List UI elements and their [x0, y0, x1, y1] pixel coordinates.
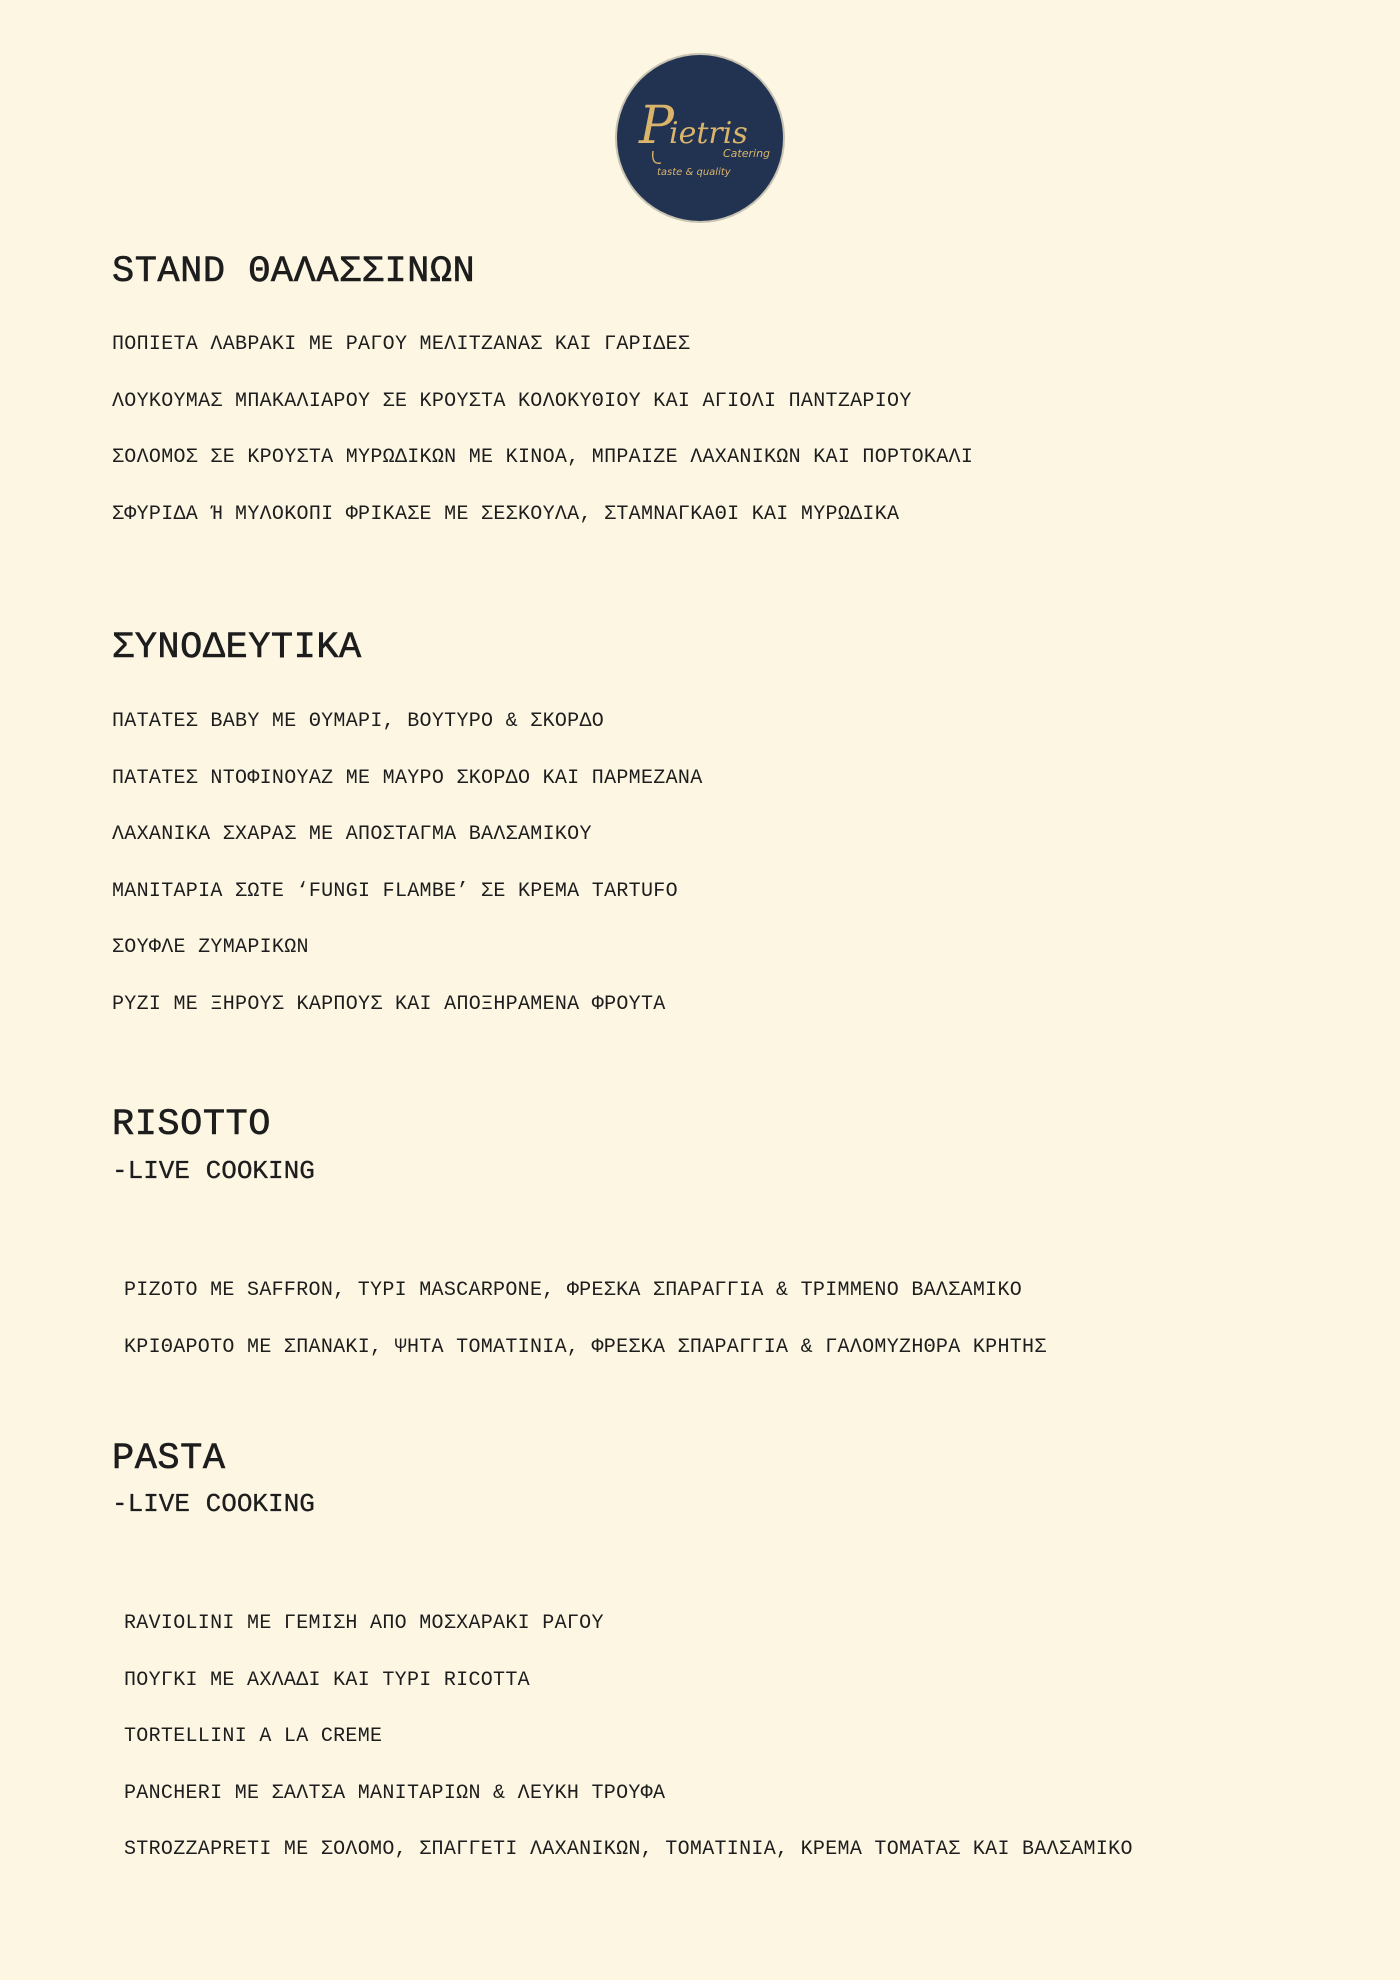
section-title-risotto: RISOTTO: [112, 1104, 271, 1146]
list-item: ΠΟΥΓΚΙ ΜΕ ΑΧΛΑΔΙ ΚΑΙ ΤΥΡΙ RICOTTA: [124, 1668, 530, 1692]
list-item: ΚΡΙΘΑΡΟΤΟ ΜΕ ΣΠΑΝΑΚΙ, ΨΗΤΑ ΤΟΜΑΤΙΝΙΑ, ΦΡΕΣΚΑ ΣΠΑΡΑΓΓΙΑ & ΓΑΛΟΜΥΖΗΘΡΑ ΚΡΗΤΗΣ: [124, 1335, 1047, 1359]
list-item: ΠΑΤΑΤΕΣ ΒΑΒΥ ΜΕ ΘΥΜΑΡΙ, ΒΟΥΤΥΡΟ & ΣΚΟΡΔΟ: [112, 710, 605, 733]
section-title-seafood: STAND ΘΑΛΑΣΣΙΝΩΝ: [112, 251, 476, 293]
logo-tagline: taste & quality: [657, 167, 731, 178]
logo-brand-initial: P: [639, 96, 674, 156]
list-item: PANCHERI ΜΕ ΣΑΛΤΣΑ ΜΑΝΙΤΑΡΙΩΝ & ΛΕΥΚΗ ΤΡΟΥΦΑ: [124, 1781, 666, 1805]
section-title-sides: ΣΥΝΟΔΕΥΤΙΚΑ: [112, 627, 362, 669]
section-title-pasta: PASTA: [112, 1438, 226, 1480]
section-subtitle-pasta: -LIVE COOKING: [112, 1489, 315, 1519]
list-item: ΠΟΠΙΕΤΑ ΛΑΒΡΑΚΙ ΜΕ ΡΑΓΟΥ ΜΕΛΙΤΖΑΝΑΣ ΚΑΙ ΓΑΡΙΔΕΣ: [112, 333, 691, 356]
list-item: ΠΑΤΑΤΕΣ ΝΤΟΦΙΝΟΥΑΖ ΜΕ ΜΑΥΡΟ ΣΚΟΡΔΟ ΚΑΙ ΠΑΡΜΕΖΑΝΑ: [112, 766, 703, 790]
list-item: ΡΥΖΙ ΜΕ ΞΗΡΟΥΣ ΚΑΡΠΟΥΣ ΚΑΙ ΑΠΟΞΗΡΑΜΕΝΑ ΦΡΟΥΤΑ: [112, 992, 666, 1016]
seafood-list: [112, 335, 973, 561]
list-item: ΣΟΛΟΜΟΣ ΣΕ ΚΡΟΥΣΤΑ ΜΥΡΩΔΙΚΩΝ ΜΕ ΚΙΝΟΑ, ΜΠΡΑΙΖΕ ΛΑΧΑΝΙΚΩΝ ΚΑΙ ΠΟΡΤΟΚΑΛΙ: [112, 446, 974, 469]
risotto-list: [124, 1281, 1047, 1394]
list-item: ΜΑΝΙΤΑΡΙΑ ΣΩΤΕ ‘FUNGI FLAMBE’ ΣΕ ΚΡΕΜΑ TARTUFO: [112, 879, 678, 903]
logo-brand-rest: ietris: [669, 116, 748, 151]
list-item: STROZZAPRETI ΜΕ ΣΟΛΟΜΟ, ΣΠΑΓΓΕΤΙ ΛΑΧΑΝΙΚΩΝ, ΤΟΜΑΤΙΝΙΑ, ΚΡΕΜΑ ΤΟΜΑΤΑΣ ΚΑΙ ΒΑΛΣΑΜΙΚΟ: [124, 1838, 1133, 1861]
list-item: ΣΟΥΦΛΕ ΖΥΜΑΡΙΚΩΝ: [112, 936, 309, 959]
list-item: ΣΦΥΡΙΔΑ Ή ΜΥΛΟΚΟΠΙ ΦΡΙΚΑΣΕ ΜΕ ΣΕΣΚΟΥΛΑ, ΣΤΑΜΝΑΓΚΑΘΙ ΚΑΙ ΜΥΡΩΔΙΚΑ: [112, 502, 900, 526]
list-item: RAVIOLINI ΜΕ ΓΕΜΙΣΗ ΑΠΟ ΜΟΣΧΑΡΑΚΙ ΡΑΓΟΥ: [124, 1612, 604, 1635]
list-item: ΛΑΧΑΝΙΚΑ ΣΧΑΡΑΣ ΜΕ ΑΠΟΣΤΑΓΜΑ ΒΑΛΣΑΜΙΚΟΥ: [112, 823, 592, 846]
logo: [617, 55, 783, 221]
list-item: ΛΟΥΚΟΥΜΑΣ ΜΠΑΚΑΛΙΑΡΟΥ ΣΕ ΚΡΟΥΣΤΑ ΚΟΛΟΚΥΘΙΟΥ ΚΑΙ ΑΓΙΟΛΙ ΠΑΝΤΖΑΡΙΟΥ: [112, 389, 912, 413]
pasta-list: [124, 1614, 1133, 1897]
logo-graphic: [617, 55, 783, 221]
list-item: TORTELLINI A LA CREME: [124, 1725, 383, 1748]
sides-list: [112, 712, 703, 1051]
list-item: ΡΙΖΟΤΟ ΜΕ SAFFRON, ΤΥΡΙ MASCARPONE, ΦΡΕΣΚΑ ΣΠΑΡΑΓΓΙΑ & ΤΡΙΜΜΕΝΟ ΒΑΛΣΑΜΙΚΟ: [124, 1279, 1023, 1302]
section-subtitle-risotto: -LIVE COOKING: [112, 1156, 315, 1186]
logo-sub: Catering: [723, 147, 771, 160]
